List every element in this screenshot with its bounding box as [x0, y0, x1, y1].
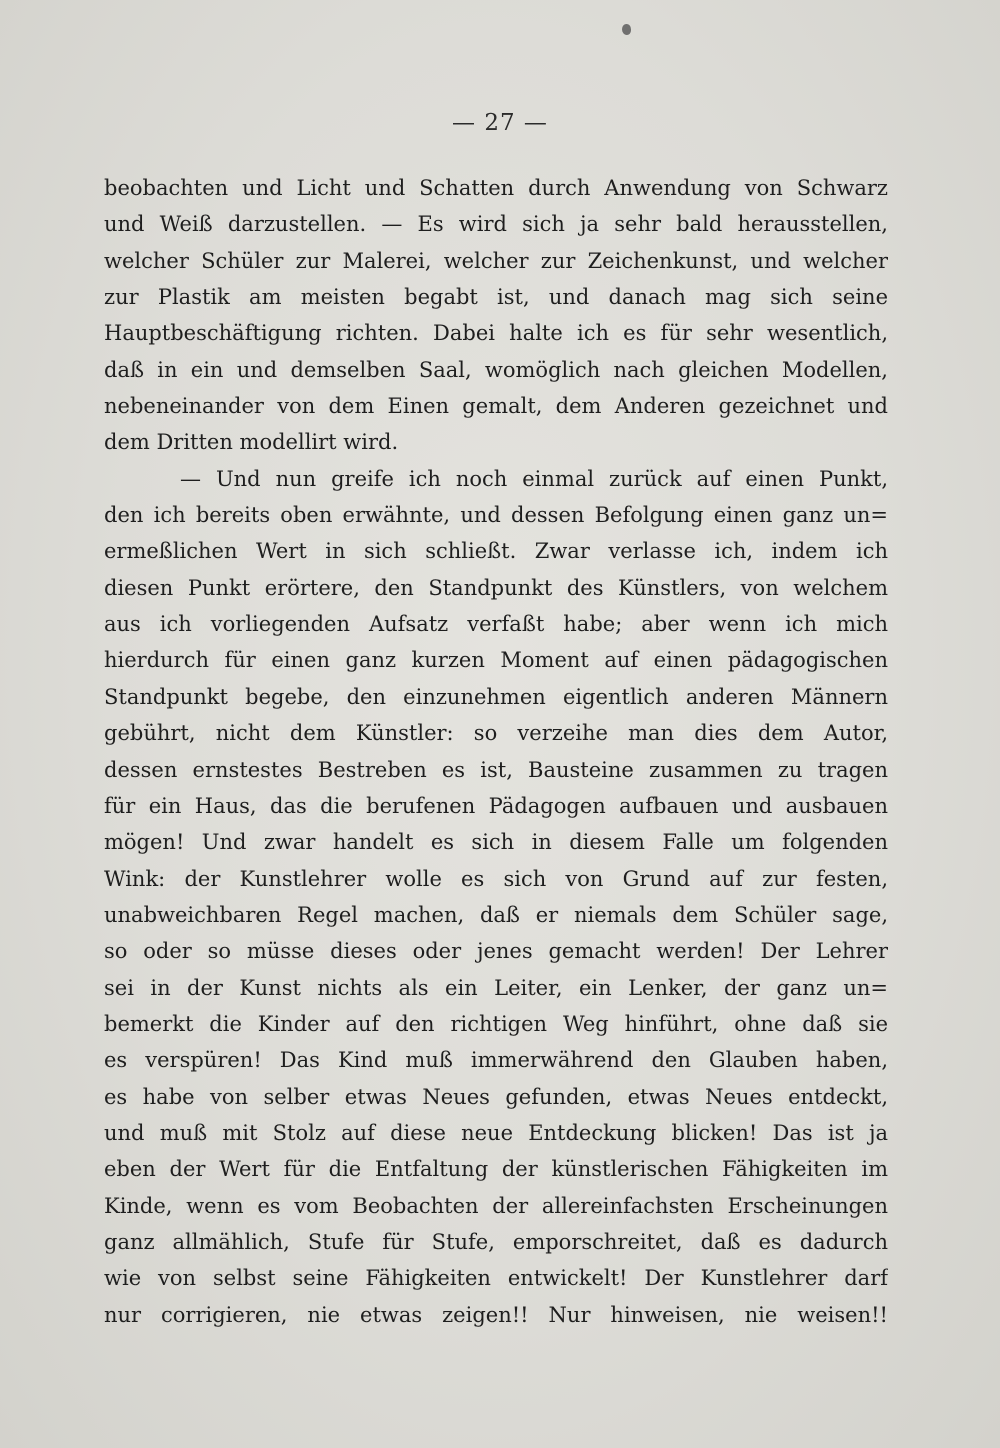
text-line: Kinde, wenn es vom Beobachten der allereinfachsten Erscheinungen — [104, 1193, 888, 1218]
text-line: dessen ernstestes Bestreben es ist, Bausteine zusammen zu tragen — [104, 757, 888, 782]
text-line: nur corrigieren, nie etwas zeigen!! Nur hinweisen, nie weisen!! — [104, 1302, 888, 1327]
page-number: — 27 — — [452, 110, 548, 136]
text-line: hierdurch für einen ganz kurzen Moment auf einen pädagogischen — [104, 648, 888, 673]
text-line: Hauptbeschäftigung richten. Dabei halte ich es für sehr wesentlich, — [104, 321, 888, 346]
text-line: Wink: der Kunstlehrer wolle es sich von Grund auf zur festen, — [104, 866, 888, 891]
text-line: welcher Schüler zur Malerei, welcher zur Zeichenkunst, und welcher — [104, 248, 888, 273]
text-line: — Und nun greife ich noch einmal zurück auf einen Punkt, — [180, 466, 888, 491]
text-line: und Weiß darzustellen. — Es wird sich ja sehr bald herausstellen, — [104, 212, 888, 237]
body-text — [104, 170, 888, 1333]
text-line: sei in der Kunst nichts als ein Leiter, ein Lenker, der ganz un= — [104, 975, 888, 1000]
text-line: aus ich vorliegenden Aufsatz verfaßt habe; aber wenn ich mich — [104, 612, 888, 637]
text-line: eben der Wert für die Entfaltung der künstlerischen Fähigkeiten im — [104, 1157, 888, 1182]
text-line: es habe von selber etwas Neues gefunden, etwas Neues entdeckt, — [104, 1084, 888, 1109]
text-line: beobachten und Licht und Schatten durch Anwendung von Schwarz — [104, 176, 888, 200]
text-line: es verspüren! Das Kind muß immerwährend den Glauben haben, — [104, 1048, 888, 1073]
text-line: zur Plastik am meisten begabt ist, und danach mag sich seine — [104, 285, 888, 310]
text-line: ganz allmählich, Stufe für Stufe, emporschreitet, daß es dadurch — [104, 1229, 888, 1254]
text-line: bemerkt die Kinder auf den richtigen Weg hinführt, ohne daß sie — [104, 1011, 888, 1036]
ink-speck — [622, 24, 631, 35]
text-line: wie von selbst seine Fähigkeiten entwickelt! Der Kunstlehrer darf — [104, 1266, 888, 1291]
text-line: und muß mit Stolz auf diese neue Entdeckung blicken! Das ist ja — [104, 1120, 888, 1145]
text-line: mögen! Und zwar handelt es sich in diesem Falle um folgenden — [104, 830, 888, 855]
text-line: den ich bereits oben erwähnte, und dessen Befolgung einen ganz un= — [104, 503, 888, 528]
text-line: gebührt, nicht dem Künstler: so verzeihe man dies dem Autor, — [104, 721, 888, 746]
text-line: unabweichbaren Regel machen, daß er niemals dem Schüler sage, — [104, 902, 888, 927]
text-line: dem Dritten modellirt wird. — [104, 430, 399, 455]
text-line: so oder so müsse dieses oder jenes gemacht werden! Der Lehrer — [104, 939, 888, 964]
text-line: Standpunkt begebe, den einzunehmen eigentlich anderen Männern — [104, 684, 888, 709]
text-line: nebeneinander von dem Einen gemalt, dem Anderen gezeichnet und — [104, 394, 888, 419]
text-line: daß in ein und demselben Saal, womöglich nach gleichen Modellen, — [104, 357, 888, 382]
text-line: ermeßlichen Wert in sich schließt. Zwar verlasse ich, indem ich — [104, 539, 888, 564]
text-line: für ein Haus, das die berufenen Pädagogen aufbauen und ausbauen — [104, 793, 888, 818]
text-line: diesen Punkt erörtere, den Standpunkt des Künstlers, von welchem — [104, 575, 888, 600]
